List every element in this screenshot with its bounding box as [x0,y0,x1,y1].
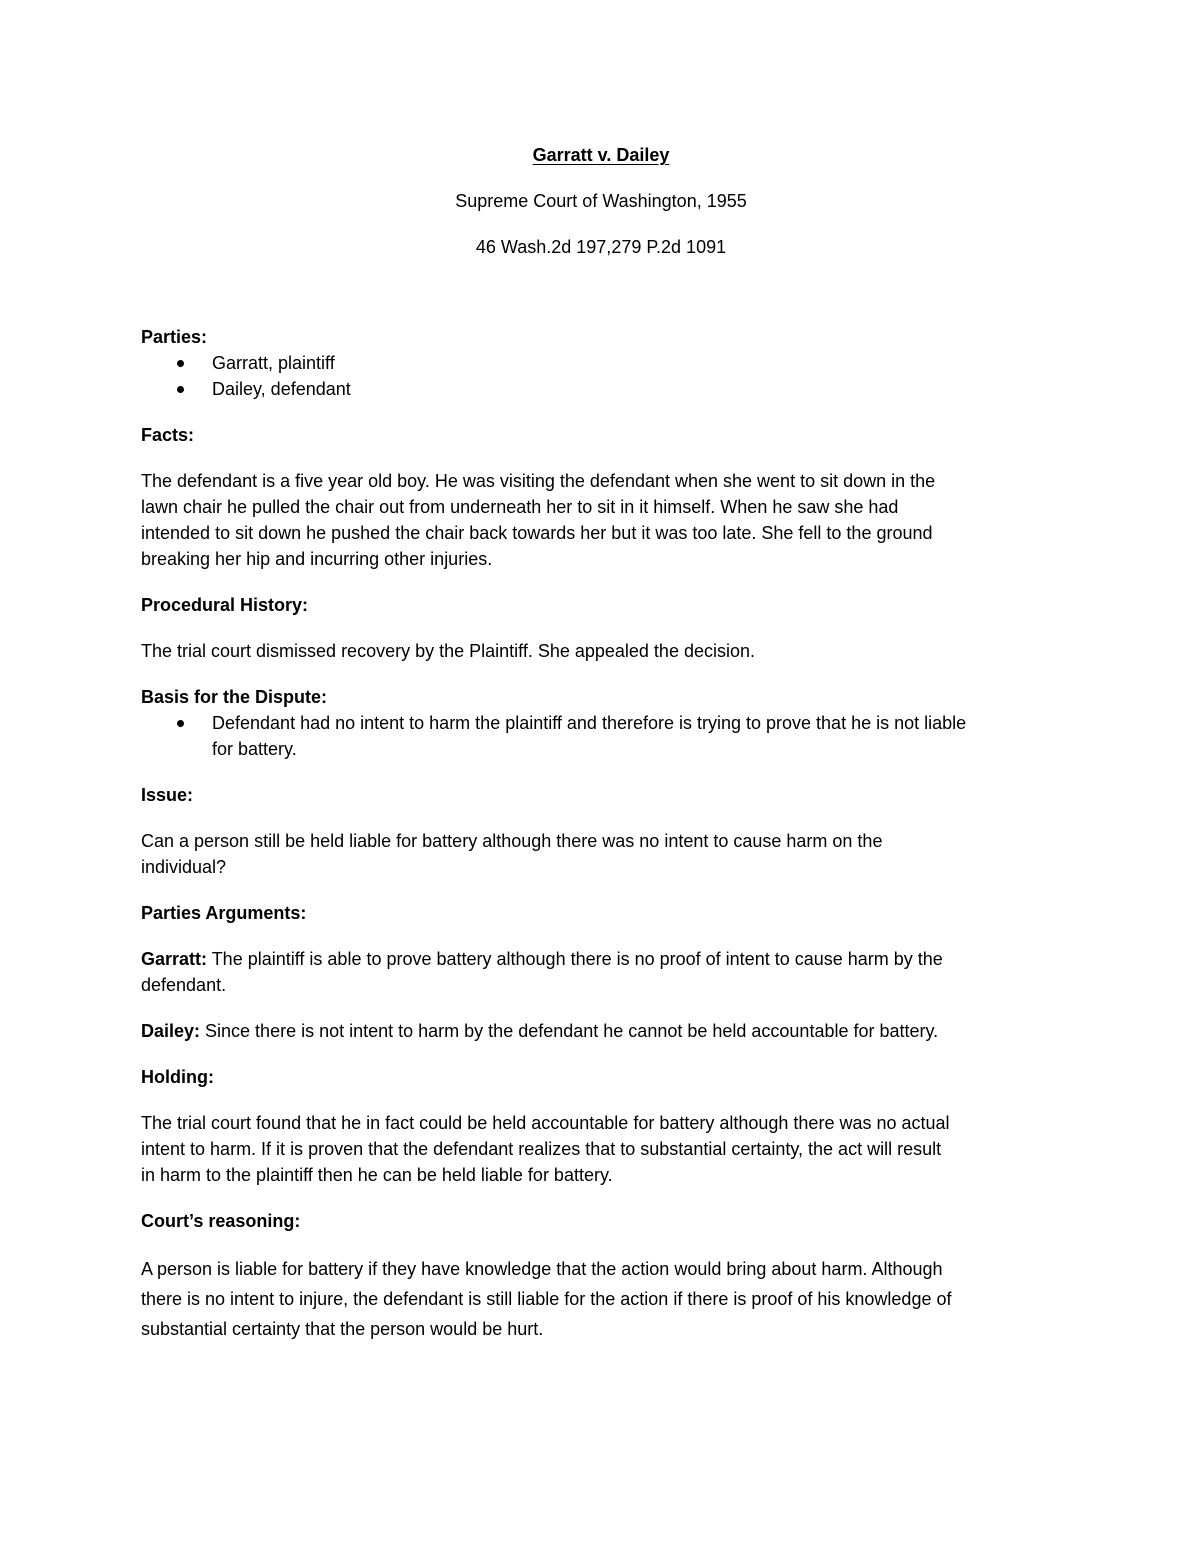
facts-paragraph [141,468,1061,572]
dailey-argument-text: Since there is not intent to harm by the defendant he cannot be held accountable for battery. [200,1021,939,1041]
basis-line: for battery. [212,739,297,759]
dailey-argument [141,1018,1061,1044]
facts-line: breaking her hip and incurring other injuries. [141,549,493,569]
case-title: Garratt v. Dailey [532,145,670,165]
issue-paragraph [141,828,1061,880]
garratt-argument-text: The plaintiff is able to prove battery although there is no proof of intent to cause harm by the [207,949,943,969]
court-name: Supreme Court of Washington, 1955 [455,191,747,211]
dailey-label: Dailey: [141,1021,201,1041]
case-citation: 46 Wash.2d 197,279 P.2d 1091 [475,237,727,257]
basis-heading: Basis for the Dispute: [141,687,328,707]
facts-heading: Facts: [141,425,195,445]
party-plaintiff: Garratt, plaintiff [212,353,335,373]
facts-line: intended to sit down he pushed the chair back towards her but it was too late. She fell to the ground [141,523,933,543]
parties-heading: Parties: [141,327,208,347]
party-defendant: Dailey, defendant [212,379,351,399]
document-page [141,142,1061,1344]
issue-line: Can a person still be held liable for battery although there was no intent to cause harm on the [141,831,883,851]
holding-line: The trial court found that he in fact could be held accountable for battery although there was no actual [141,1113,950,1133]
list-item [141,710,1061,762]
holding-line: in harm to the plaintiff then he can be held liable for battery. [141,1165,613,1185]
bullet-icon [177,360,184,367]
basis-list [141,710,1061,762]
garratt-argument-line: defendant. [141,975,227,995]
garratt-label: Garratt: [141,949,208,969]
facts-line: lawn chair he pulled the chair out from underneath her to sit in it himself. When he saw she had [141,497,899,517]
parties-list [141,350,1061,402]
reasoning-line: there is no intent to injure, the defendant is still liable for the action if there is proof of his knowledge of [141,1289,952,1309]
bullet-icon [177,386,184,393]
procedural-history-heading: Procedural History: [141,595,309,615]
reasoning-paragraph [141,1254,1061,1344]
holding-line: intent to harm. If it is proven that the defendant realizes that to substantial certainty, the act will result [141,1139,942,1159]
list-item [141,350,1061,376]
arguments-heading: Parties Arguments: [141,903,307,923]
list-item [141,376,1061,402]
issue-heading: Issue: [141,785,194,805]
basis-line: Defendant had no intent to harm the plaintiff and therefore is trying to prove that he is not liable [212,713,967,733]
holding-heading: Holding: [141,1067,214,1087]
reasoning-line: substantial certainty that the person would be hurt. [141,1319,544,1339]
reasoning-line: A person is liable for battery if they have knowledge that the action would bring about harm. Although [141,1259,943,1279]
bullet-icon [177,720,184,727]
procedural-history-text: The trial court dismissed recovery by the Plaintiff. She appealed the decision. [141,641,755,661]
garratt-argument-line [141,946,1061,972]
holding-paragraph [141,1110,1061,1188]
reasoning-heading: Court’s reasoning: [141,1211,301,1231]
facts-line: The defendant is a five year old boy. He was visiting the defendant when she went to sit down in the [141,471,936,491]
garratt-argument [141,946,1061,998]
issue-line: individual? [141,857,227,877]
